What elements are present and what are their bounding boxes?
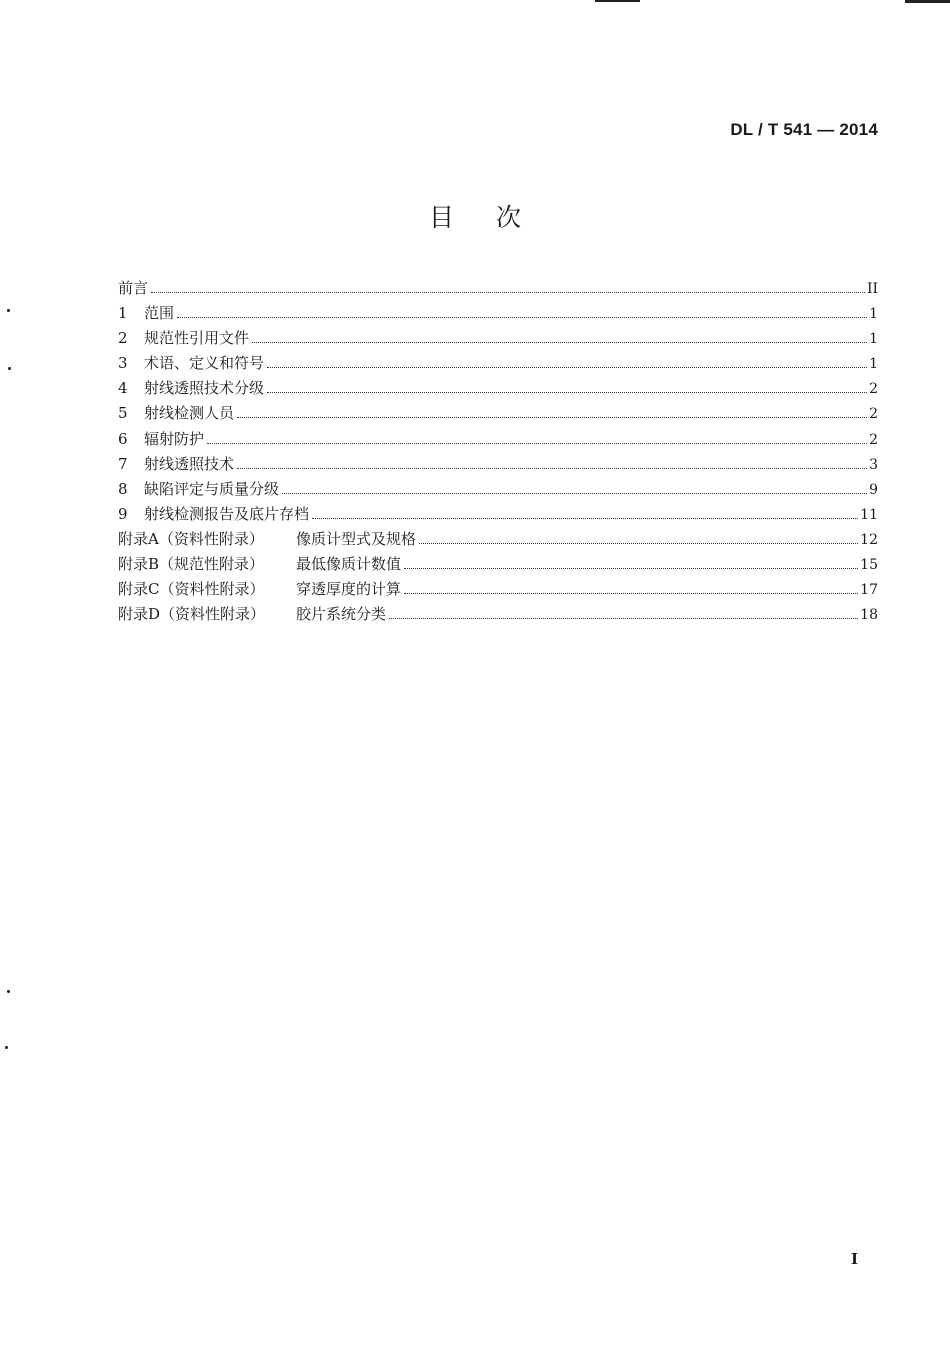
toc-dot-leader <box>267 392 867 393</box>
toc-entry[interactable] <box>118 477 878 502</box>
toc-dot-leader <box>282 493 867 494</box>
toc-entry-page: 1 <box>869 331 878 348</box>
toc-entry-label <box>118 452 237 477</box>
scan-dot-2 <box>8 367 11 370</box>
scan-dot-3 <box>7 990 10 993</box>
toc-entry[interactable] <box>118 527 878 552</box>
toc-entry[interactable] <box>118 577 878 602</box>
document-code: DL / T 541 — 2014 <box>730 120 878 139</box>
toc-dot-leader <box>312 518 858 519</box>
toc-entry-label <box>118 577 404 602</box>
toc-entry-text: 辐射防护 <box>144 429 205 448</box>
toc-entry-label <box>118 401 237 426</box>
toc-dot-leader <box>252 342 867 343</box>
toc-entry-page: 11 <box>860 506 878 523</box>
toc-entry[interactable] <box>118 376 878 401</box>
toc-entry-number: 附录B（规范性附录） <box>118 555 265 574</box>
toc-dot-leader <box>389 618 858 619</box>
scan-dot-1 <box>7 309 10 312</box>
toc-dot-leader <box>177 317 867 318</box>
toc-entry-label <box>118 552 404 577</box>
toc-entry[interactable] <box>118 276 878 301</box>
toc-entry-label <box>118 351 267 376</box>
toc-entry-text: 前言 <box>118 279 149 297</box>
toc-entry[interactable] <box>118 326 878 351</box>
page-title: 目次 <box>428 203 563 232</box>
toc-entry-text: 射线检测报告及底片存档 <box>144 504 310 523</box>
toc-entry[interactable] <box>118 502 878 527</box>
table-of-contents <box>118 276 878 627</box>
toc-entry-text: 像质计型式及规格 <box>296 529 417 548</box>
toc-entry-label <box>118 502 312 527</box>
toc-entry-text: 范围 <box>144 304 175 323</box>
toc-dot-leader <box>404 593 858 594</box>
toc-entry-number: 1 <box>118 304 128 323</box>
scan-mark-top-center <box>595 0 640 2</box>
toc-entry-number: 4 <box>118 379 128 398</box>
toc-entry-number: 5 <box>118 404 128 423</box>
toc-entry-page: 15 <box>860 557 878 574</box>
toc-entry-label <box>118 276 151 301</box>
toc-entry-label <box>118 427 207 452</box>
toc-entry-label <box>118 301 177 326</box>
toc-entry-text: 穿透厚度的计算 <box>296 580 402 599</box>
toc-entry-number: 6 <box>118 429 128 448</box>
toc-entry-label <box>118 326 252 351</box>
scan-dot-4 <box>5 1046 8 1049</box>
toc-entry-page: 3 <box>869 456 878 473</box>
toc-entry-number: 8 <box>118 479 128 498</box>
toc-dot-leader <box>267 367 867 368</box>
toc-entry-page: 1 <box>869 356 878 373</box>
toc-entry-text: 最低像质计数值 <box>296 555 402 574</box>
toc-dot-leader <box>151 292 865 293</box>
toc-dot-leader <box>237 417 867 418</box>
page-number: I <box>850 1250 858 1268</box>
toc-entry[interactable] <box>118 401 878 426</box>
toc-entry[interactable] <box>118 427 878 452</box>
toc-entry-page: 2 <box>869 406 878 423</box>
toc-entry-text: 胶片系统分类 <box>296 605 387 624</box>
toc-entry-text: 射线透照技术 <box>144 454 235 473</box>
toc-entry-number: 附录C（资料性附录） <box>118 580 265 599</box>
toc-entry-label <box>118 527 419 552</box>
toc-entry-page: 17 <box>860 582 878 599</box>
toc-dot-leader <box>207 443 867 444</box>
toc-entry-text: 射线检测人员 <box>144 404 235 423</box>
toc-entry-page: 2 <box>869 381 878 398</box>
toc-entry-page: 2 <box>869 431 878 448</box>
toc-entry-label <box>118 602 389 627</box>
toc-entry-text: 缺陷评定与质量分级 <box>144 479 280 498</box>
toc-entry[interactable] <box>118 552 878 577</box>
toc-entry-page: 1 <box>869 306 878 323</box>
toc-entry-text: 射线透照技术分级 <box>144 379 265 398</box>
toc-entry-number: 附录A（资料性附录） <box>118 529 264 548</box>
toc-entry-number: 3 <box>118 354 128 373</box>
toc-entry-text: 术语、定义和符号 <box>144 354 265 373</box>
scan-mark-top-right <box>905 0 950 3</box>
toc-entry[interactable] <box>118 351 878 376</box>
toc-entry-label <box>118 477 282 502</box>
toc-entry[interactable] <box>118 301 878 326</box>
toc-entry-page: 18 <box>860 607 878 624</box>
toc-dot-leader <box>419 543 858 544</box>
toc-entry-page: II <box>866 281 878 297</box>
toc-entry-page: 9 <box>869 481 878 498</box>
toc-dot-leader <box>237 468 867 469</box>
toc-entry-page: 12 <box>860 531 878 548</box>
toc-entry[interactable] <box>118 602 878 627</box>
toc-entry-number: 7 <box>118 454 128 473</box>
toc-entry-number: 2 <box>118 329 128 348</box>
toc-entry-label <box>118 376 267 401</box>
toc-entry-text: 规范性引用文件 <box>144 329 250 348</box>
toc-entry[interactable] <box>118 452 878 477</box>
toc-entry-number: 9 <box>118 504 128 523</box>
toc-dot-leader <box>404 568 858 569</box>
toc-entry-number: 附录D（资料性附录） <box>118 605 266 624</box>
